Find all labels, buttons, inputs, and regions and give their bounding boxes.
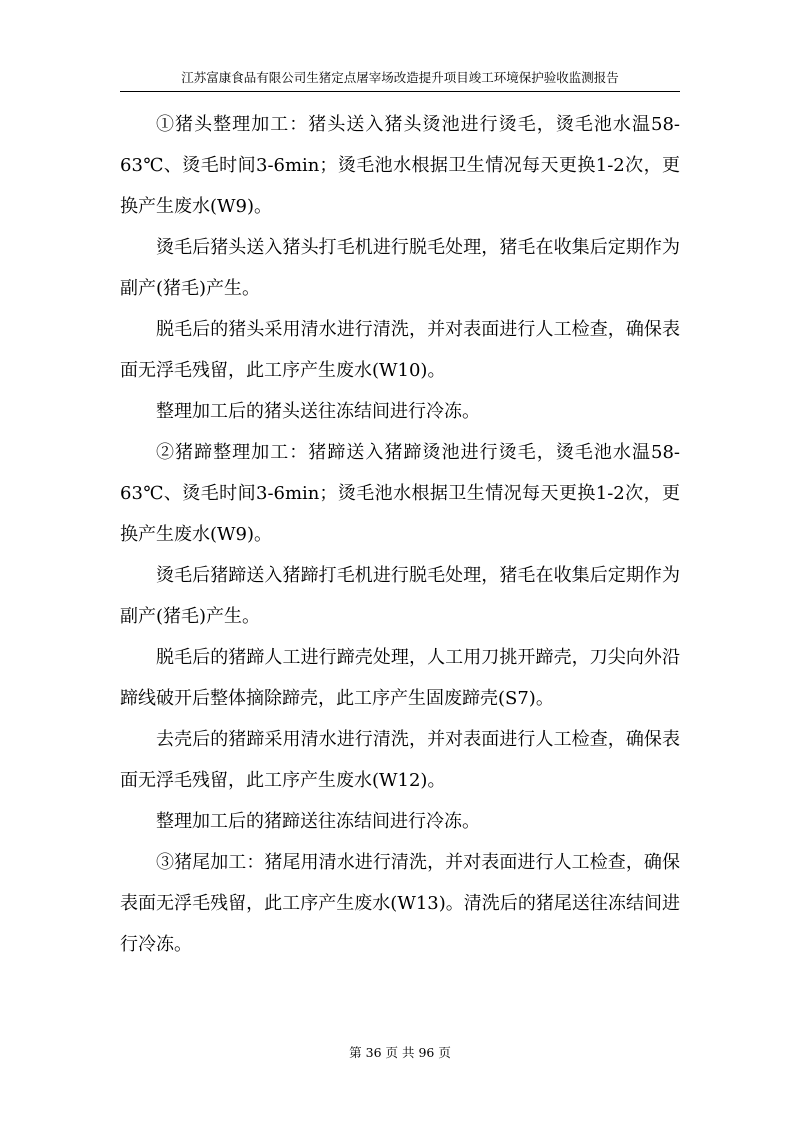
- header-divider: [120, 91, 680, 92]
- paragraph-pig-head-dehairing: 烫毛后猪头送入猪头打毛机进行脱毛处理，猪毛在收集后定期作为副产(猪毛)产生。: [120, 237, 680, 299]
- paragraph-pig-trotter-washing: 去壳后的猪蹄采用清水进行清洗，并对表面进行人工检查，确保表面无浮毛残留，此工序产生废水(W12)。: [120, 729, 680, 791]
- paragraph-pig-head-washing: 脱毛后的猪头采用清水进行清洗，并对表面进行人工检查，确保表面无浮毛残留，此工序产生废水(W10)。: [120, 319, 680, 381]
- paragraph-pig-trotter-processing: ②猪蹄整理加工：猪蹄送入猪蹄烫池进行烫毛，烫毛池水温58-63℃、烫毛时间3-6min；烫毛池水根据卫生情况每天更换1-2次，更换产生废水(W9)。: [120, 442, 680, 545]
- paragraph-pig-tail-processing: ③猪尾加工：猪尾用清水进行清洗，并对表面进行人工检查，确保表面无浮毛残留，此工序产生废水(W13)。清洗后的猪尾送往冻结间进行冷冻。: [120, 852, 680, 955]
- paragraph-pig-trotter-freezing: 整理加工后的猪蹄送往冻结间进行冷冻。: [156, 811, 480, 832]
- document-body: [120, 104, 680, 965]
- running-header: 江苏富康食品有限公司生猪定点屠宰场改造提升项目竣工环境保护验收监测报告: [181, 70, 619, 85]
- paragraph-pig-trotter-dehairing: 烫毛后猪蹄送入猪蹄打毛机进行脱毛处理，猪毛在收集后定期作为副产(猪毛)产生。: [120, 565, 680, 627]
- paragraph-pig-head-freezing: 整理加工后的猪头送往冻结间进行冷冻。: [156, 401, 480, 422]
- paragraph-pig-trotter-hoof-removal: 脱毛后的猪蹄人工进行蹄壳处理，人工用刀挑开蹄壳，刀尖向外沿蹄线破开后整体摘除蹄壳，此工序产生固废蹄壳(S7)。: [120, 647, 680, 709]
- page-number: 第 36 页 共 96 页: [349, 1045, 451, 1060]
- paragraph-pig-head-processing: ①猪头整理加工：猪头送入猪头烫池进行烫毛，烫毛池水温58-63℃、烫毛时间3-6min；烫毛池水根据卫生情况每天更换1-2次，更换产生废水(W9)。: [120, 114, 680, 217]
